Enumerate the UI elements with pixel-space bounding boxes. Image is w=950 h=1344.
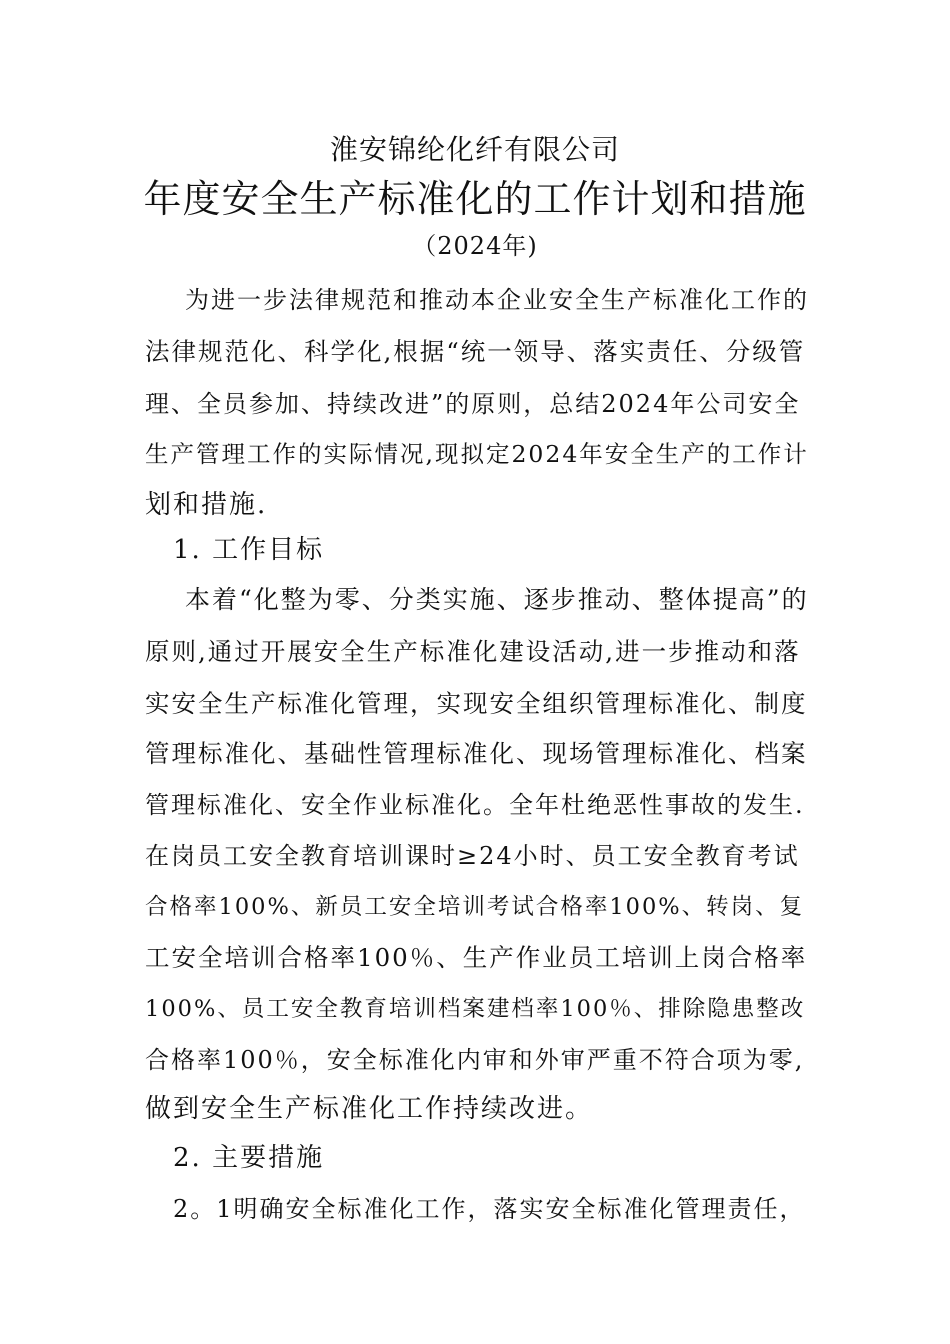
paragraph-line: 本着“化整为零、分类实施、逐步推动、整体提高”的	[185, 585, 809, 614]
paragraph-line: 划和措施.	[145, 490, 268, 520]
document-title: 年度安全生产标准化的工作计划和措施	[143, 177, 807, 221]
paragraph-line: 做到安全生产标准化工作持续改进。	[145, 1094, 594, 1124]
paragraph-line: 在岗员工安全教育培训课时≥24小时、员工安全教育考试	[145, 842, 800, 870]
paragraph-line: 为进一步法律规范和推动本企业安全生产标准化工作的	[185, 286, 809, 314]
paragraph-line: 管理标准化、安全作业标准化。全年杜绝恶性事故的发生.	[145, 791, 805, 819]
paragraph-line: 合格率100%、新员工安全培训考试合格率100%、转岗、复	[145, 894, 805, 920]
paragraph-line: 工安全培训合格率100％、生产作业员工培训上岗合格率	[145, 943, 808, 972]
section-heading: 1. 工作目标	[173, 535, 325, 565]
paragraph-line: 100%、员工安全教育培训档案建档率100％、排除隐患整改	[145, 996, 806, 1022]
section-heading: 2. 主要措施	[173, 1143, 325, 1173]
document-year: （2024年)	[412, 232, 538, 260]
paragraph-line: 理、全员参加、持续改进”的原则，总结2024年公司安全	[145, 390, 801, 418]
paragraph-line: 生产管理工作的实际情况,现拟定2024年安全生产的工作计	[145, 440, 809, 468]
paragraph-line: 合格率100％，安全标准化内审和外审严重不符合项为零,	[145, 1046, 805, 1074]
company-name: 淮安锦纶化纤有限公司	[329, 133, 620, 166]
paragraph-line: 管理标准化、基础性管理标准化、现场管理标准化、档案	[145, 739, 808, 768]
paragraph-line: 原则,通过开展安全生产标准化建设活动,进一步推动和落	[145, 637, 801, 666]
paragraph-line: 2。1明确安全标准化工作，落实安全标准化管理责任，	[173, 1195, 806, 1223]
paragraph-line: 实安全生产标准化管理，实现安全组织管理标准化、制度	[145, 689, 808, 718]
paragraph-line: 法律规范化、科学化,根据“统一领导、落实责任、分级管	[145, 337, 806, 366]
